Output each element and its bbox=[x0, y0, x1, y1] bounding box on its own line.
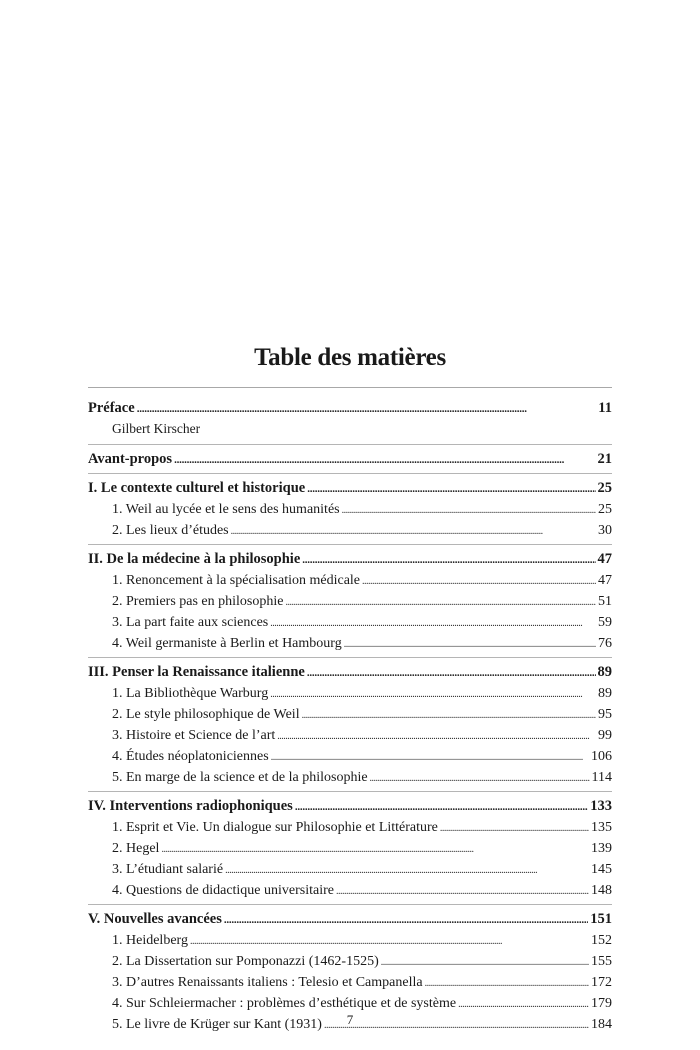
dot-leader bbox=[137, 399, 597, 420]
dot-leader bbox=[440, 818, 589, 839]
toc-subsection bbox=[88, 993, 612, 1014]
entry-title: III. Penser la Renaissance italienne bbox=[88, 664, 305, 680]
entry-page-number: 184 bbox=[591, 1017, 612, 1032]
title-rule bbox=[88, 387, 612, 388]
entry-page-number: 145 bbox=[591, 862, 612, 877]
entry-page-number: 114 bbox=[591, 770, 612, 785]
entry-page-number: 21 bbox=[597, 451, 612, 467]
entry-page-number: 133 bbox=[590, 798, 612, 814]
entry-page-number: 155 bbox=[591, 954, 612, 969]
toc-section-heading bbox=[88, 398, 612, 419]
entry-title: 5. En marge de la science et de la philosophie bbox=[112, 770, 368, 785]
entry-page-number: 151 bbox=[590, 911, 612, 927]
toc-subsection bbox=[88, 520, 612, 541]
entry-title: 4. Sur Schleiermacher : problèmes d’esthétique et de système bbox=[112, 996, 457, 1011]
entry-title: 1. La Bibliothèque Warburg bbox=[112, 686, 269, 701]
toc-subsection bbox=[88, 499, 612, 520]
toc-subsection bbox=[88, 972, 612, 993]
toc-section-heading bbox=[88, 478, 612, 499]
entry-title: 2. Hegel bbox=[112, 841, 160, 856]
entry-page-number: 179 bbox=[591, 996, 612, 1011]
dot-leader bbox=[425, 973, 589, 994]
entry-title: Avant-propos bbox=[88, 451, 173, 467]
toc-subsection bbox=[88, 767, 612, 788]
toc-section-heading bbox=[88, 662, 612, 683]
page-title: Table des matières bbox=[254, 344, 446, 371]
toc-subsection bbox=[88, 725, 612, 746]
dot-leader bbox=[285, 592, 596, 613]
section-author: Gilbert Kirscher bbox=[112, 421, 201, 436]
dot-leader bbox=[161, 839, 589, 860]
entry-title: 2. Les lieux d’études bbox=[112, 523, 229, 538]
dot-leader bbox=[295, 797, 588, 818]
entry-title: 1. Heidelberg bbox=[112, 933, 188, 948]
toc-section bbox=[88, 549, 612, 658]
entry-page-number: 99 bbox=[598, 728, 612, 743]
dot-leader bbox=[307, 479, 595, 500]
entry-page-number: 11 bbox=[598, 400, 612, 416]
entry-title: I. Le contexte culturel et historique bbox=[88, 480, 306, 496]
entry-page-number: 59 bbox=[598, 615, 612, 630]
dot-leader bbox=[381, 952, 589, 973]
dot-leader bbox=[277, 726, 596, 747]
entry-page-number: 51 bbox=[598, 594, 612, 609]
toc-subsection bbox=[88, 633, 612, 654]
page-number: 7 bbox=[346, 1012, 354, 1027]
dot-leader bbox=[362, 571, 596, 592]
dot-leader bbox=[231, 521, 596, 542]
toc-subsection bbox=[88, 704, 612, 725]
toc-section-heading bbox=[88, 549, 612, 570]
entry-title: 3. Histoire et Science de l’art bbox=[112, 728, 276, 743]
entry-title: 2. Le style philosophique de Weil bbox=[112, 707, 300, 722]
entry-page-number: 47 bbox=[597, 551, 612, 567]
entry-page-number: 106 bbox=[591, 749, 612, 764]
dot-leader bbox=[225, 860, 589, 881]
entry-title: 5. Le livre de Krüger sur Kant (1931) bbox=[112, 1017, 322, 1032]
toc-section-heading bbox=[88, 796, 612, 817]
toc-section-heading bbox=[88, 909, 612, 930]
toc-section-heading bbox=[88, 449, 612, 470]
toc-subsection bbox=[88, 880, 612, 901]
entry-title: 3. D’autres Renaissants italiens : Telesio et Campanella bbox=[112, 975, 423, 990]
entry-page-number: 76 bbox=[598, 636, 612, 651]
toc-subsection bbox=[88, 838, 612, 859]
dot-leader bbox=[370, 768, 590, 789]
dot-leader bbox=[336, 881, 589, 902]
entry-title: 1. Weil au lycée et le sens des humanités bbox=[112, 502, 340, 517]
dot-leader bbox=[270, 684, 596, 705]
dot-leader bbox=[190, 931, 589, 952]
dot-leader bbox=[342, 500, 596, 521]
dot-leader bbox=[344, 634, 596, 655]
dot-leader bbox=[302, 705, 596, 726]
entry-page-number: 148 bbox=[591, 883, 612, 898]
entry-title: 2. La Dissertation sur Pomponazzi (1462-1525) bbox=[112, 954, 379, 969]
entry-title: II. De la médecine à la philosophie bbox=[88, 551, 301, 567]
entry-page-number: 25 bbox=[598, 502, 612, 517]
entry-page-number: 89 bbox=[597, 664, 612, 680]
toc-subsection bbox=[88, 930, 612, 951]
toc-section bbox=[88, 449, 612, 474]
entry-title: IV. Interventions radiophoniques bbox=[88, 798, 293, 814]
dot-leader bbox=[224, 910, 588, 931]
entry-title: 3. La part faite aux sciences bbox=[112, 615, 269, 630]
entry-title: 4. Questions de didactique universitaire bbox=[112, 883, 334, 898]
entry-page-number: 139 bbox=[591, 841, 612, 856]
dot-leader bbox=[270, 613, 596, 634]
entry-title: 3. L’étudiant salarié bbox=[112, 862, 224, 877]
entry-title: 4. Études néoplatoniciennes bbox=[112, 749, 269, 764]
toc-section bbox=[88, 398, 612, 445]
toc-subsection bbox=[88, 951, 612, 972]
dot-leader bbox=[174, 450, 595, 471]
toc-subsection bbox=[88, 591, 612, 612]
entry-page-number: 172 bbox=[591, 975, 612, 990]
entry-page-number: 152 bbox=[591, 933, 612, 948]
entry-page-number: 30 bbox=[598, 523, 612, 538]
toc-subsection bbox=[88, 746, 612, 767]
toc-subsection bbox=[88, 859, 612, 880]
entry-title: 1. Renoncement à la spécialisation médicale bbox=[112, 573, 361, 588]
toc-subsection bbox=[88, 683, 612, 704]
entry-title: Préface bbox=[88, 400, 135, 416]
entry-page-number: 95 bbox=[598, 707, 612, 722]
entry-title: 2. Premiers pas en philosophie bbox=[112, 594, 284, 609]
toc-section bbox=[88, 662, 612, 792]
dot-leader bbox=[302, 550, 595, 571]
toc-subsection bbox=[88, 817, 612, 838]
dot-leader bbox=[307, 663, 596, 684]
table-of-contents bbox=[88, 398, 612, 1042]
entry-page-number: 47 bbox=[598, 573, 612, 588]
toc-subsection bbox=[88, 612, 612, 633]
dot-leader bbox=[271, 747, 589, 768]
entry-page-number: 25 bbox=[597, 480, 612, 496]
entry-page-number: 135 bbox=[591, 820, 612, 835]
toc-section bbox=[88, 478, 612, 545]
toc-subsection bbox=[88, 570, 612, 591]
entry-page-number: 89 bbox=[598, 686, 612, 701]
entry-title: 1. Esprit et Vie. Un dialogue sur Philosophie et Littérature bbox=[112, 820, 438, 835]
entry-title: V. Nouvelles avancées bbox=[88, 911, 222, 927]
toc-section bbox=[88, 796, 612, 905]
entry-title: 4. Weil germaniste à Berlin et Hambourg bbox=[112, 636, 342, 651]
